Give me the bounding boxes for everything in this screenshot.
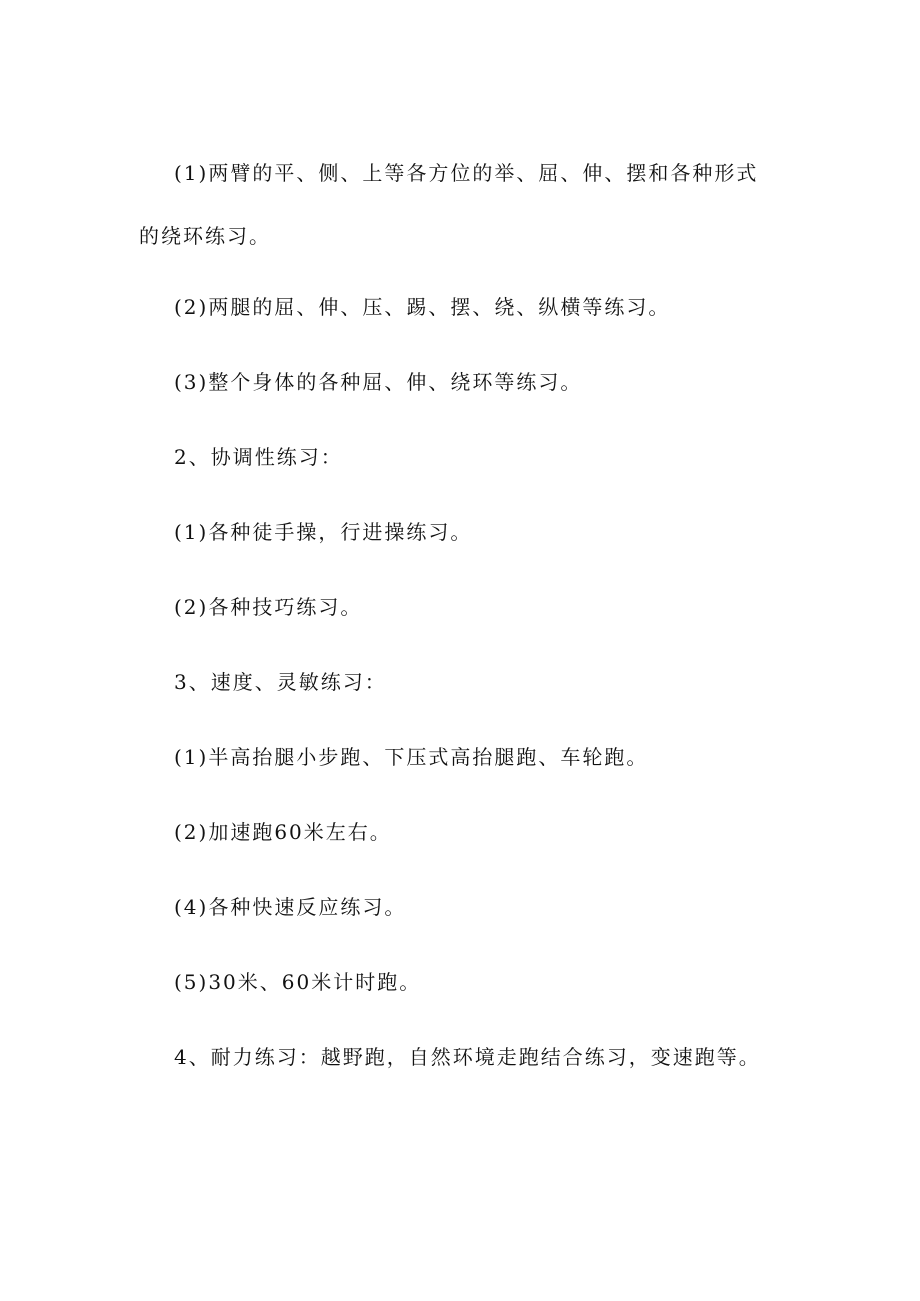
paragraph-freehand-exercises: (1)各种徒手操，行进操练习。 bbox=[174, 520, 473, 544]
section-heading-speed-agility: 3、速度、灵敏练习： bbox=[174, 670, 387, 694]
paragraph-arm-exercises-continued: 的绕环练习。 bbox=[139, 224, 271, 248]
paragraph-arm-exercises: (1)两臂的平、侧、上等各方位的举、屈、伸、摆和各种形式 bbox=[174, 161, 759, 185]
paragraph-high-knees: (1)半高抬腿小步跑、下压式高抬腿跑、车轮跑。 bbox=[174, 745, 649, 769]
paragraph-acceleration-run: (2)加速跑60米左右。 bbox=[174, 820, 392, 844]
paragraph-leg-exercises: (2)两腿的屈、伸、压、踢、摆、绕、纵横等练习。 bbox=[174, 295, 671, 319]
paragraph-skill-exercises: (2)各种技巧练习。 bbox=[174, 595, 363, 619]
paragraph-reaction-exercises: (4)各种快速反应练习。 bbox=[174, 895, 407, 919]
section-heading-coordination: 2、协调性练习： bbox=[174, 445, 343, 469]
paragraph-body-exercises: (3)整个身体的各种屈、伸、绕环等练习。 bbox=[174, 370, 583, 394]
section-heading-endurance: 4、耐力练习：越野跑，自然环境走跑结合练习，变速跑等。 bbox=[174, 1045, 761, 1069]
paragraph-timed-run: (5)30米、60米计时跑。 bbox=[174, 970, 422, 994]
